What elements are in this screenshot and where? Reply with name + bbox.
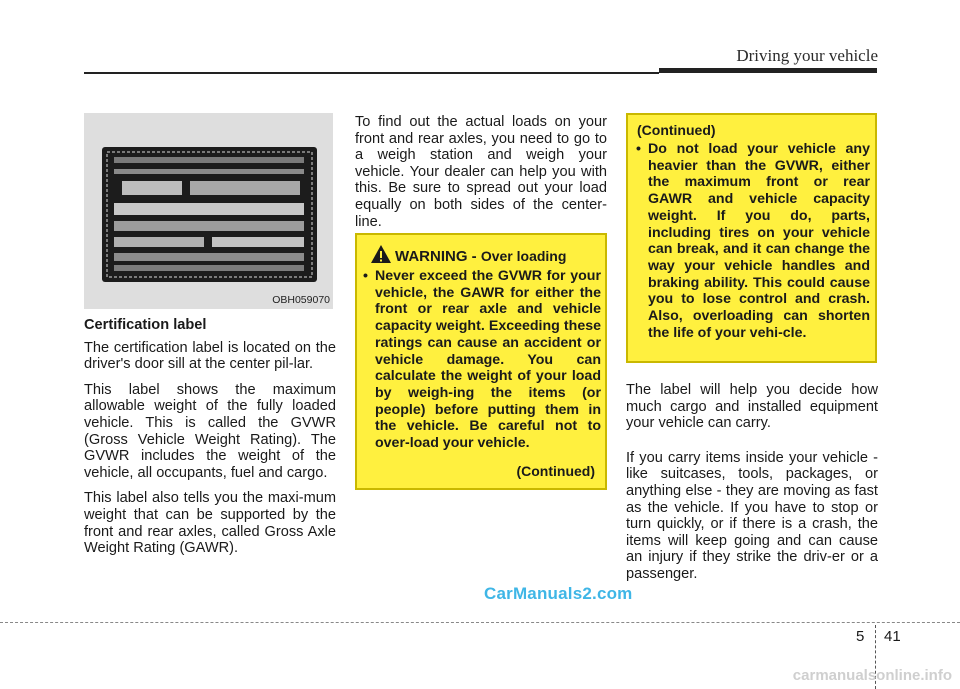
bullet: • — [636, 141, 641, 157]
warning-subtitle: Over loading — [480, 248, 567, 264]
paragraph: This label also tells you the maxi-mum weight that can be supported by the front and rear axles, called Gross Axle Weight Rating (GAWR). — [84, 490, 336, 557]
column-2 — [355, 114, 607, 239]
column-1 — [84, 317, 336, 566]
watermark-link[interactable]: CarManuals2.com — [484, 584, 633, 603]
section-title: Driving your vehicle — [736, 46, 878, 65]
warning-label: WARNING - — [395, 248, 481, 265]
subhead-certification-label: Certification label — [84, 317, 207, 333]
page-number: 41 — [884, 628, 901, 645]
paragraph: The certification label is located on the driver's door sill at the center pil-lar. — [84, 339, 336, 373]
warning-icon — [370, 244, 392, 264]
column-3 — [626, 382, 878, 592]
paragraph: This label shows the maximum allowable weight of the fully loaded vehicle. This is called the GVWR (Gross Vehicle Weight Rating). The GVWR includes the weight of the vehicle, all occupants, fuel and cargo. — [84, 381, 336, 481]
paragraph: If you carry items inside your vehicle - like suitcases, tools, packages, or anything else - they are moving as fast as the vehicle. If you have to stop or turn quickly, or if there is a crash, the items will keep going and can cause an injury if they strike the driv-er or a passenger. — [626, 449, 878, 582]
header-rule — [84, 72, 659, 74]
warning-text — [363, 268, 601, 452]
continued-warning-box — [626, 113, 877, 363]
warning-body-text: Never exceed the GVWR for your vehicle, the GAWR for either the front or rear axle and vehicle capacity weight. Exceeding these ratings can cause an accident or vehicle damage. You can calculate the weight of your load by weigh-ing the items (or people) before putting them in the vehicle. Be careful not to over-load your vehicle. — [375, 268, 601, 452]
bullet: • — [363, 268, 368, 284]
figure-code: OBH059070 — [272, 294, 330, 306]
footer-rule — [0, 622, 960, 623]
footer-brand: carmanualsonline.info — [792, 667, 952, 684]
label-plate-graphic — [102, 147, 317, 282]
warning-title — [395, 248, 566, 265]
paragraph: The label will help you decide how much cargo and installed equipment your vehicle can carry. — [626, 382, 878, 432]
warning-box — [355, 233, 607, 490]
header-rule-thick — [659, 68, 877, 73]
continued-title: (Continued) — [637, 122, 716, 138]
certification-label-photo — [84, 113, 333, 309]
paragraph: To find out the actual loads on your front and rear axles, you need to go to a weigh station and weigh your vehicle. Your dealer can help you with this. Be sure to spread out your load equally on both sides of the center-line. — [355, 114, 607, 230]
certification-label-image — [102, 147, 317, 282]
continued-note: (Continued) — [516, 463, 595, 479]
continued-body-text: Do not load your vehicle any heavier than the GVWR, either the maximum front or rear GAWR and vehicle capacity weight. If you do, parts, including tires on your vehicle can break, and it can change the way your vehicle handles and braking ability. This could cause you to lose control and crash. Also, overloading can shorten the life of your vehi-cle. — [648, 141, 870, 341]
section-number: 5 — [856, 628, 865, 645]
continued-warning-text — [636, 141, 870, 341]
